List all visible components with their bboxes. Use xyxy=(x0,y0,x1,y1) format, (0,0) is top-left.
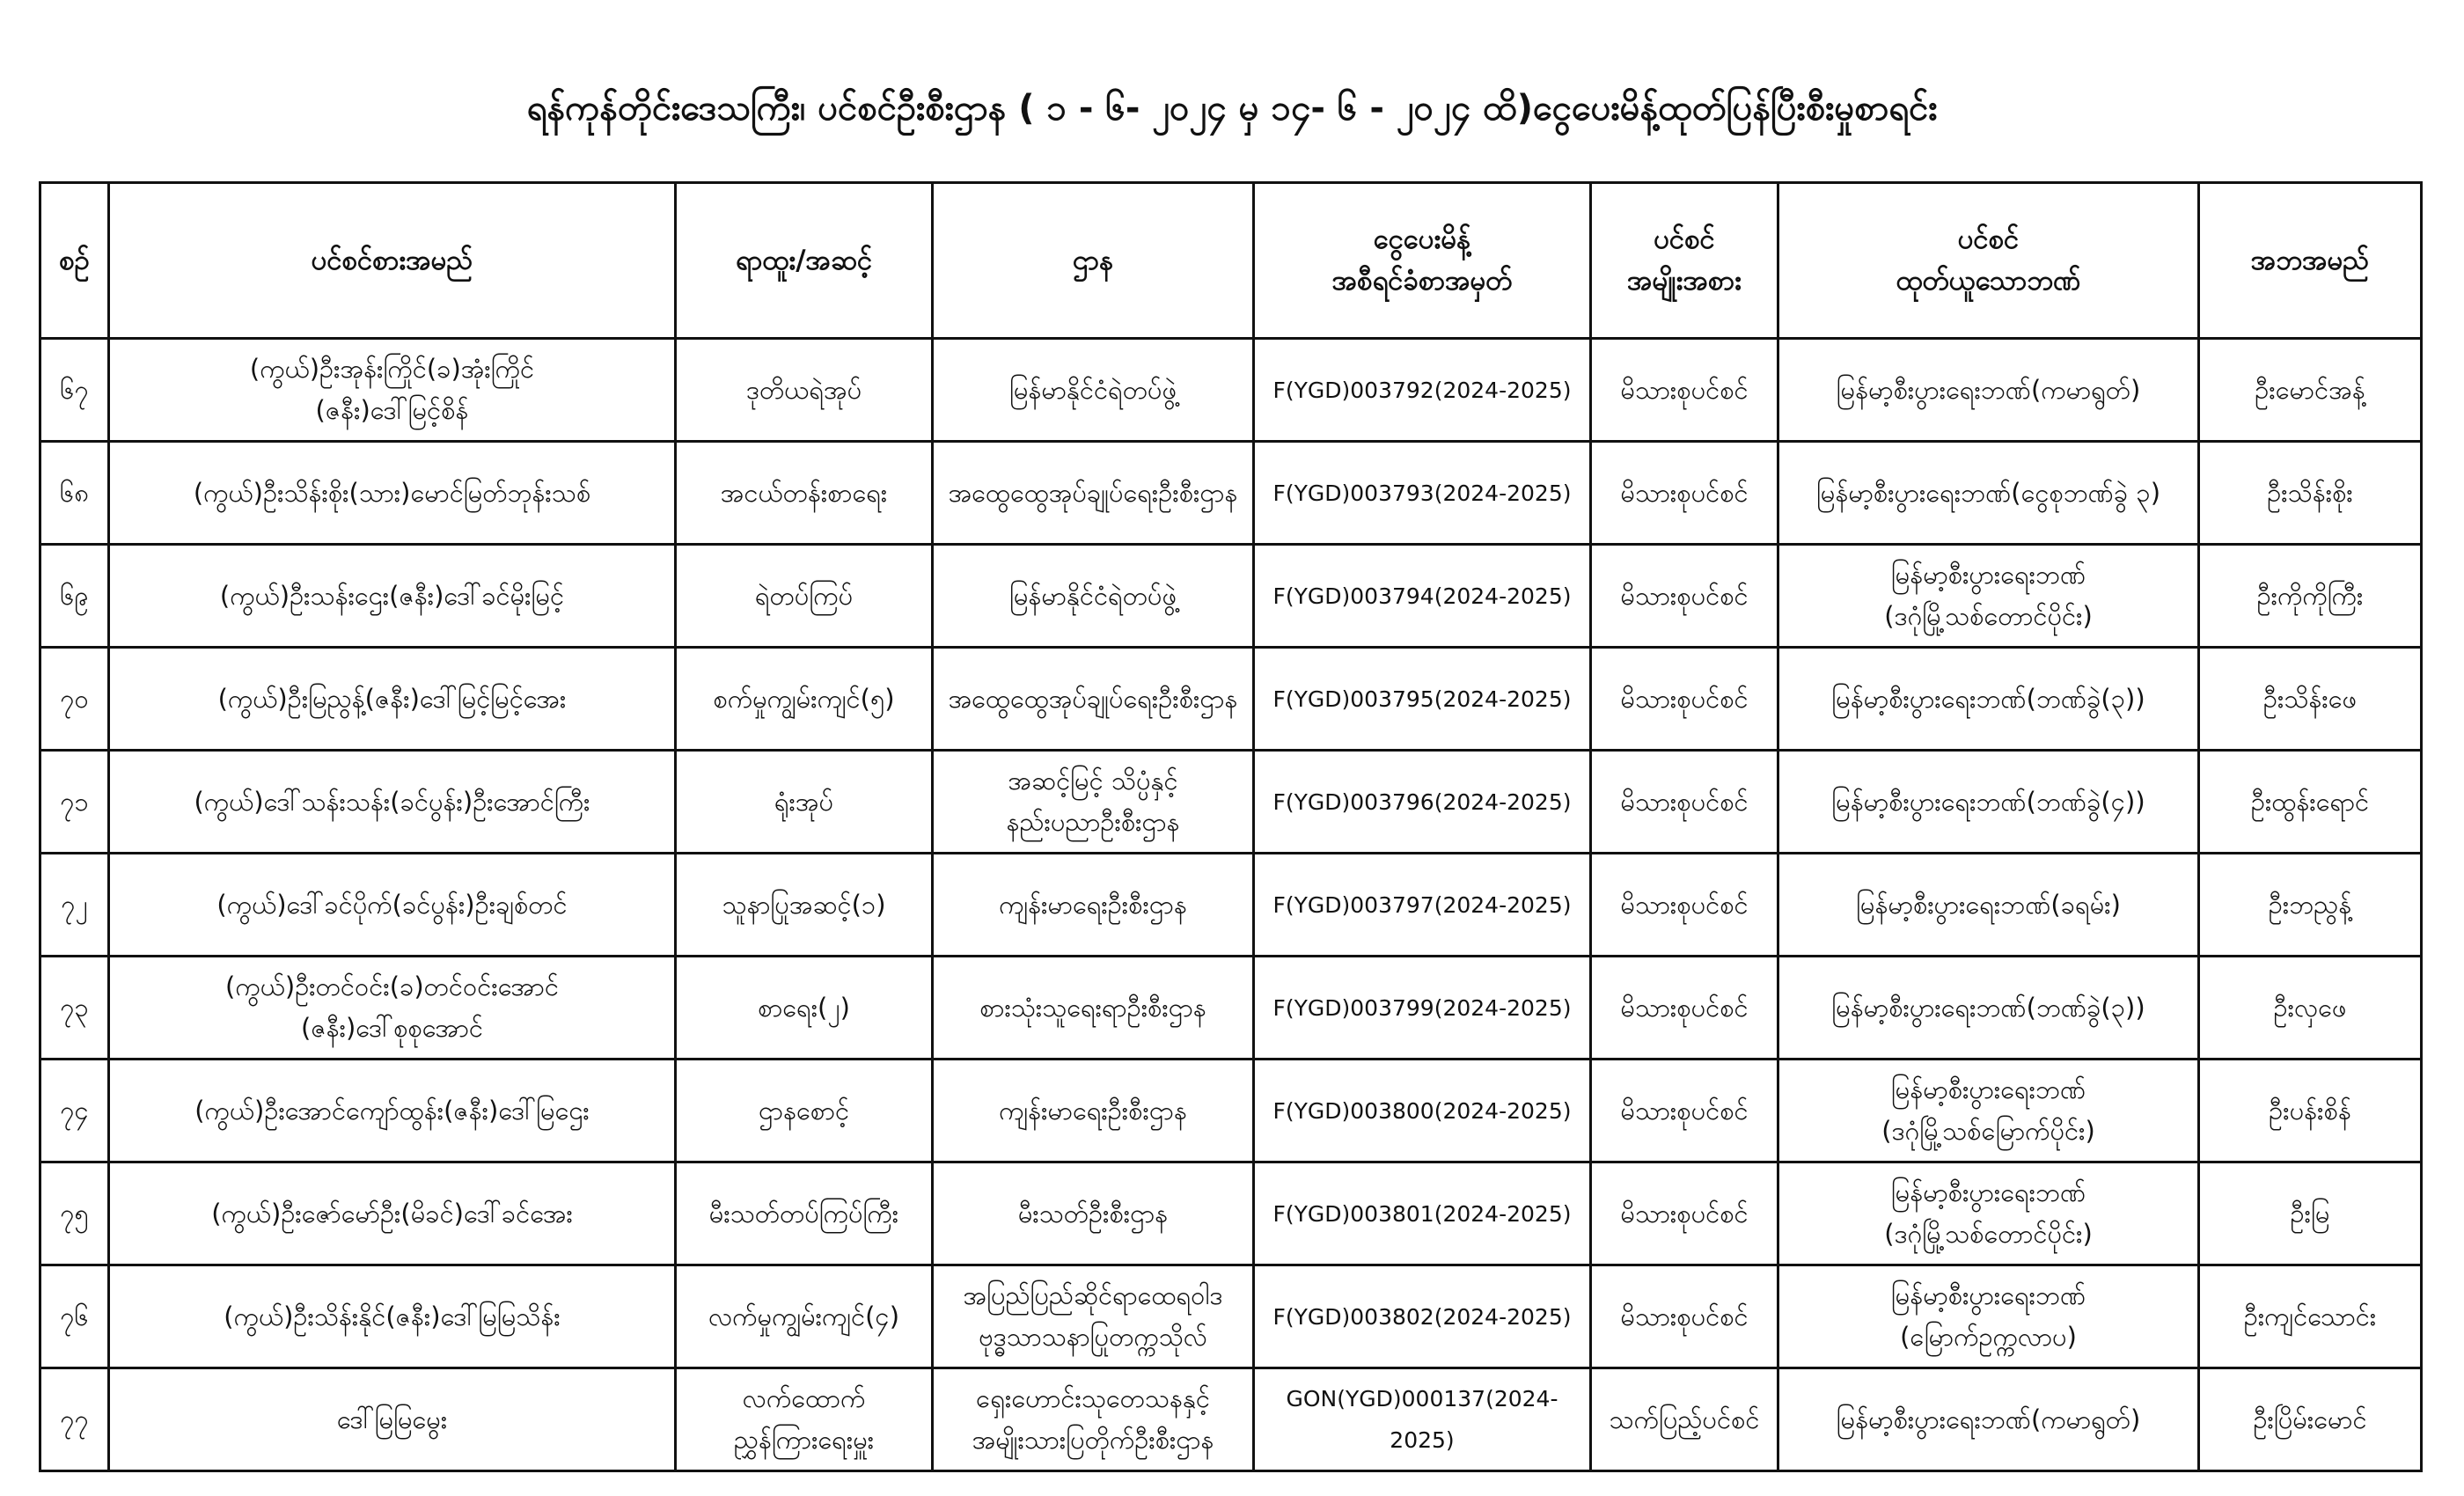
cell-rank-line: ဒုတိယရဲအုပ် xyxy=(745,374,862,405)
cell-paying-bank-line: (ဒဂုံမြို့သစ်တောင်ပိုင်း) xyxy=(1884,601,2093,631)
cell-paying-bank xyxy=(1778,854,2199,957)
cell-paying-bank-line: မြန်မာ့စီးပွားရေးဘဏ်(ဘဏ်ခွဲ(၃)) xyxy=(1831,683,2145,714)
cell-department xyxy=(933,854,1254,957)
cell-no: ၇၄ xyxy=(40,1060,109,1162)
cell-agent: ဦးမောင်အန့် xyxy=(2199,339,2422,442)
cell-order-no: F(YGD)003794(2024-2025) xyxy=(1254,545,1591,648)
cell-department xyxy=(933,957,1254,1060)
cell-agent: ဦးသိန်းဖေ xyxy=(2199,648,2422,751)
cell-name-line: (ကွယ်)ဦးမြညွန့်(ဇနီး)ဒေါ်မြင့်မြင့်အေး xyxy=(217,683,567,714)
cell-rank xyxy=(676,339,933,442)
cell-agent: ဦးကိုကိုကြီး xyxy=(2199,545,2422,648)
cell-department-line: စားသုံးသူရေးရာဦးစီးဌာန xyxy=(979,992,1206,1023)
cell-department xyxy=(933,339,1254,442)
cell-pension-type: မိသားစုပင်စင် xyxy=(1591,751,1778,854)
cell-rank-line: သူနာပြုအဆင့်(၁) xyxy=(722,889,886,920)
cell-name xyxy=(109,339,676,442)
cell-paying-bank-line: မြန်မာ့စီးပွားရေးဘဏ် xyxy=(1890,1074,2086,1104)
cell-paying-bank xyxy=(1778,957,2199,1060)
cell-paying-bank xyxy=(1778,751,2199,854)
cell-paying-bank xyxy=(1778,339,2199,442)
cell-paying-bank xyxy=(1778,1368,2199,1471)
table-row xyxy=(40,339,2422,442)
cell-order-no: F(YGD)003800(2024-2025) xyxy=(1254,1060,1591,1162)
cell-agent: ဦးကျင်သောင်း xyxy=(2199,1265,2422,1368)
header-order-no-line1: ငွေပေးမိန့် xyxy=(1373,224,1471,255)
table-row xyxy=(40,957,2422,1060)
cell-order-no: GON(YGD)000137(2024-2025) xyxy=(1254,1368,1591,1471)
cell-name-line: (ကွယ်)ဒေါ်သန်းသန်း(ခင်ပွန်း)ဦးအောင်ကြီး xyxy=(194,786,590,817)
cell-no: ၇၁ xyxy=(40,751,109,854)
cell-order-no: F(YGD)003802(2024-2025) xyxy=(1254,1265,1591,1368)
cell-paying-bank-line: မြန်မာ့စီးပွားရေးဘဏ် xyxy=(1890,560,2086,590)
cell-paying-bank xyxy=(1778,545,2199,648)
cell-department-line: မြန်မာနိုင်ငံရဲတပ်ဖွဲ့ xyxy=(1008,374,1177,405)
cell-order-no: F(YGD)003792(2024-2025) xyxy=(1254,339,1591,442)
cell-rank xyxy=(676,1162,933,1265)
cell-name-line: (ကွယ်)ဦးသန်းဌေး(ဇနီး)ဒေါ်ခင်မိုးမြင့် xyxy=(219,580,565,611)
cell-pension-type: မိသားစုပင်စင် xyxy=(1591,854,1778,957)
table-header-row xyxy=(40,183,2422,339)
header-order-no-line2: အစီရင်ခံစာအမှတ် xyxy=(1331,265,1513,297)
cell-name xyxy=(109,854,676,957)
cell-department xyxy=(933,442,1254,545)
cell-department xyxy=(933,751,1254,854)
header-pension-type-line2: အမျိုးအစား xyxy=(1627,265,1742,297)
cell-name-line: (ဇနီး)ဒေါ်မြင့်စိန် xyxy=(315,395,469,425)
cell-name-line: (ကွယ်)ဦးအုန်းကြိုင်(ခ)အုံးကြိုင် xyxy=(249,354,535,384)
cell-name xyxy=(109,1162,676,1265)
cell-department xyxy=(933,1162,1254,1265)
cell-agent: ဦးပန်းစိန် xyxy=(2199,1060,2422,1162)
cell-agent: ဦးမြ xyxy=(2199,1162,2422,1265)
cell-department-line: ကျန်းမာရေးဦးစီးဌာန xyxy=(999,889,1187,920)
header-order-no xyxy=(1254,183,1591,339)
header-paying-bank-line2: ထုတ်ယူသောဘဏ် xyxy=(1896,265,2081,297)
cell-paying-bank-line: မြန်မာ့စီးပွားရေးဘဏ်(ဘဏ်ခွဲ(၄)) xyxy=(1831,786,2145,817)
cell-agent: ဦးလှဖေ xyxy=(2199,957,2422,1060)
cell-rank xyxy=(676,854,933,957)
cell-paying-bank xyxy=(1778,1060,2199,1162)
cell-department xyxy=(933,545,1254,648)
cell-department-line: ကျန်းမာရေးဦးစီးဌာန xyxy=(999,1095,1187,1126)
cell-no: ၆၇ xyxy=(40,339,109,442)
cell-rank xyxy=(676,751,933,854)
cell-rank xyxy=(676,1265,933,1368)
page-title: ရန်ကုန်တိုင်းဒေသကြီး၊ ပင်စင်ဦးစီးဌာန ( ၁ - ၆- ၂၀၂၄ မှ ၁၄- ၆ - ၂၀၂၄ ထိ)ငွေပေးမိန့်ထုတ်ပြန်ပြီးစီးမှုစာရင်း xyxy=(526,88,1938,128)
cell-paying-bank-line: (ဒဂုံမြို့သစ်မြောက်ပိုင်း) xyxy=(1881,1116,2095,1146)
cell-department xyxy=(933,1060,1254,1162)
cell-order-no: F(YGD)003795(2024-2025) xyxy=(1254,648,1591,751)
cell-paying-bank xyxy=(1778,1162,2199,1265)
cell-pension-type: မိသားစုပင်စင် xyxy=(1591,648,1778,751)
cell-rank-line: ညွှန်ကြားရေးမှူး xyxy=(733,1425,875,1455)
cell-no: ၇၆ xyxy=(40,1265,109,1368)
cell-rank-line: အငယ်တန်းစာရေး xyxy=(720,477,888,508)
cell-department-line: အမျိုးသားပြတိုက်ဦးစီးဌာန xyxy=(972,1425,1214,1455)
cell-order-no: F(YGD)003801(2024-2025) xyxy=(1254,1162,1591,1265)
header-pension-type-line1: ပင်စင် xyxy=(1654,224,1715,255)
cell-order-no: F(YGD)003793(2024-2025) xyxy=(1254,442,1591,545)
cell-paying-bank-line: (မြောက်ဥက္ကလာပ) xyxy=(1900,1322,2077,1352)
cell-department-line: မြန်မာနိုင်ငံရဲတပ်ဖွဲ့ xyxy=(1008,580,1177,611)
cell-rank-line: လက်မှုကျွမ်းကျင်(၄) xyxy=(708,1301,900,1331)
cell-rank-line: ရုံးအုပ် xyxy=(774,786,834,817)
cell-name-line: (ကွယ်)ဦးဇော်မော်ဦး(မိခင်)ဒေါ်ခင်အေး xyxy=(211,1198,573,1228)
cell-name-line: ဒေါ်မြမြမွေး xyxy=(336,1404,448,1434)
cell-paying-bank xyxy=(1778,1265,2199,1368)
table-row xyxy=(40,442,2422,545)
cell-department xyxy=(933,1368,1254,1471)
header-name: ပင်စင်စားအမည် xyxy=(109,183,676,339)
cell-department-line: ဗုဒ္ဓသာသနာပြုတက္ကသိုလ် xyxy=(979,1322,1207,1352)
cell-name-line: (ဇနီး)ဒေါ်စုစုအောင် xyxy=(301,1013,483,1043)
table-row xyxy=(40,545,2422,648)
cell-department-line: မီးသတ်ဦးစီးဌာန xyxy=(1017,1198,1169,1228)
cell-pension-type: မိသားစုပင်စင် xyxy=(1591,339,1778,442)
table-body xyxy=(40,339,2422,1471)
cell-order-no: F(YGD)003796(2024-2025) xyxy=(1254,751,1591,854)
cell-name xyxy=(109,957,676,1060)
pension-records-table xyxy=(39,181,2423,1472)
cell-department-line: နည်းပညာဦးစီးဌာန xyxy=(1006,807,1180,837)
cell-paying-bank-line: မြန်မာ့စီးပွားရေးဘဏ်(ဘဏ်ခွဲ(၃)) xyxy=(1831,992,2145,1023)
cell-name-line: (ကွယ်)ဒေါ်ခင်ပိုက်(ခင်ပွန်း)ဦးချစ်တင် xyxy=(216,889,568,920)
cell-paying-bank-line: (ဒဂုံမြို့သစ်တောင်ပိုင်း) xyxy=(1884,1219,2093,1249)
cell-rank-line: လက်ထောက် xyxy=(742,1383,866,1413)
header-pension-type xyxy=(1591,183,1778,339)
table-row xyxy=(40,751,2422,854)
table-row xyxy=(40,1162,2422,1265)
table-row xyxy=(40,1060,2422,1162)
cell-agent: ဦးပြိမ်းမောင် xyxy=(2199,1368,2422,1471)
cell-department-line: ရှေးဟောင်းသုတေသနနှင့် xyxy=(976,1383,1210,1413)
cell-department-line: အထွေထွေအုပ်ချုပ်ရေးဦးစီးဌာန xyxy=(948,477,1238,508)
cell-name xyxy=(109,545,676,648)
cell-paying-bank xyxy=(1778,648,2199,751)
cell-agent: ဦးဘညွန့် xyxy=(2199,854,2422,957)
header-agent: အဘအမည် xyxy=(2199,183,2422,339)
cell-rank xyxy=(676,1368,933,1471)
cell-department-line: အထွေထွေအုပ်ချုပ်ရေးဦးစီးဌာန xyxy=(948,683,1238,714)
cell-rank xyxy=(676,648,933,751)
cell-paying-bank-line: မြန်မာ့စီးပွားရေးဘဏ်(ခရမ်း) xyxy=(1856,889,2121,920)
cell-pension-type: မိသားစုပင်စင် xyxy=(1591,442,1778,545)
cell-department-line: အဆင့်မြင့် သိပ္ပံနှင့် xyxy=(1008,766,1178,796)
cell-paying-bank-line: မြန်မာ့စီးပွားရေးဘဏ်(ကမာရွတ်) xyxy=(1836,374,2141,405)
cell-name xyxy=(109,1368,676,1471)
cell-department-line: အပြည်ပြည်ဆိုင်ရာထေရဝါဒ xyxy=(963,1280,1223,1310)
cell-agent: ဦးထွန်းရောင် xyxy=(2199,751,2422,854)
table-row xyxy=(40,854,2422,957)
cell-name-line: (ကွယ်)ဦးအောင်ကျော်ထွန်း(ဇနီး)ဒေါ်မြဌေး xyxy=(194,1095,590,1126)
cell-pension-type: မိသားစုပင်စင် xyxy=(1591,1162,1778,1265)
cell-rank-line: စက်မှုကျွမ်းကျင်(၅) xyxy=(713,683,895,714)
cell-paying-bank-line: မြန်မာ့စီးပွားရေးဘဏ်(ကမာရွတ်) xyxy=(1836,1404,2141,1434)
cell-rank xyxy=(676,1060,933,1162)
cell-pension-type: မိသားစုပင်စင် xyxy=(1591,1060,1778,1162)
cell-name-line: (ကွယ်)ဦးသိန်းနိုင်(ဇနီး)ဒေါ်မြမြသိန်း xyxy=(224,1301,561,1331)
header-no: စဉ် xyxy=(40,183,109,339)
cell-rank-line: ဌာနစောင့် xyxy=(758,1095,850,1126)
cell-pension-type: သက်ပြည့်ပင်စင် xyxy=(1591,1368,1778,1471)
cell-paying-bank-line: မြန်မာ့စီးပွားရေးဘဏ် xyxy=(1890,1280,2086,1310)
header-rank: ရာထူး/အဆင့် xyxy=(676,183,933,339)
cell-no: ၇၀ xyxy=(40,648,109,751)
cell-no: ၇၃ xyxy=(40,957,109,1060)
cell-name xyxy=(109,648,676,751)
cell-name xyxy=(109,1265,676,1368)
header-paying-bank xyxy=(1778,183,2199,339)
cell-paying-bank xyxy=(1778,442,2199,545)
cell-no: ၇၂ xyxy=(40,854,109,957)
cell-department xyxy=(933,1265,1254,1368)
cell-no: ၇၅ xyxy=(40,1162,109,1265)
cell-pension-type: မိသားစုပင်စင် xyxy=(1591,1265,1778,1368)
cell-no: ၆၈ xyxy=(40,442,109,545)
cell-order-no: F(YGD)003797(2024-2025) xyxy=(1254,854,1591,957)
cell-paying-bank-line: မြန်မာ့စီးပွားရေးဘဏ်(ငွေစုဘဏ်ခွဲ ၃) xyxy=(1815,477,2161,508)
cell-department xyxy=(933,648,1254,751)
cell-agent: ဦးသိန်းစိုး xyxy=(2199,442,2422,545)
cell-name xyxy=(109,1060,676,1162)
cell-rank-line: ရဲတပ်ကြပ် xyxy=(754,580,854,611)
cell-rank-line: စာရေး(၂) xyxy=(758,992,850,1023)
header-department: ဌာန xyxy=(933,183,1254,339)
cell-name-line: (ကွယ်)ဦးသိန်းစိုး(သား)မောင်မြတ်ဘုန်းသစ် xyxy=(193,477,591,508)
header-paying-bank-line1: ပင်စင် xyxy=(1957,224,2020,255)
cell-order-no: F(YGD)003799(2024-2025) xyxy=(1254,957,1591,1060)
table-row xyxy=(40,648,2422,751)
cell-rank xyxy=(676,442,933,545)
table-row xyxy=(40,1368,2422,1471)
table-row xyxy=(40,1265,2422,1368)
cell-pension-type: မိသားစုပင်စင် xyxy=(1591,957,1778,1060)
cell-rank xyxy=(676,545,933,648)
cell-no: ၇၇ xyxy=(40,1368,109,1471)
cell-no: ၆၉ xyxy=(40,545,109,648)
cell-paying-bank-line: မြန်မာ့စီးပွားရေးဘဏ် xyxy=(1890,1177,2086,1207)
cell-name xyxy=(109,442,676,545)
cell-rank xyxy=(676,957,933,1060)
cell-pension-type: မိသားစုပင်စင် xyxy=(1591,545,1778,648)
cell-name xyxy=(109,751,676,854)
cell-name-line: (ကွယ်)ဦးတင်ဝင်း(ခ)တင်ဝင်းအောင် xyxy=(225,972,559,1001)
cell-rank-line: မီးသတ်တပ်ကြပ်ကြီး xyxy=(708,1198,899,1228)
